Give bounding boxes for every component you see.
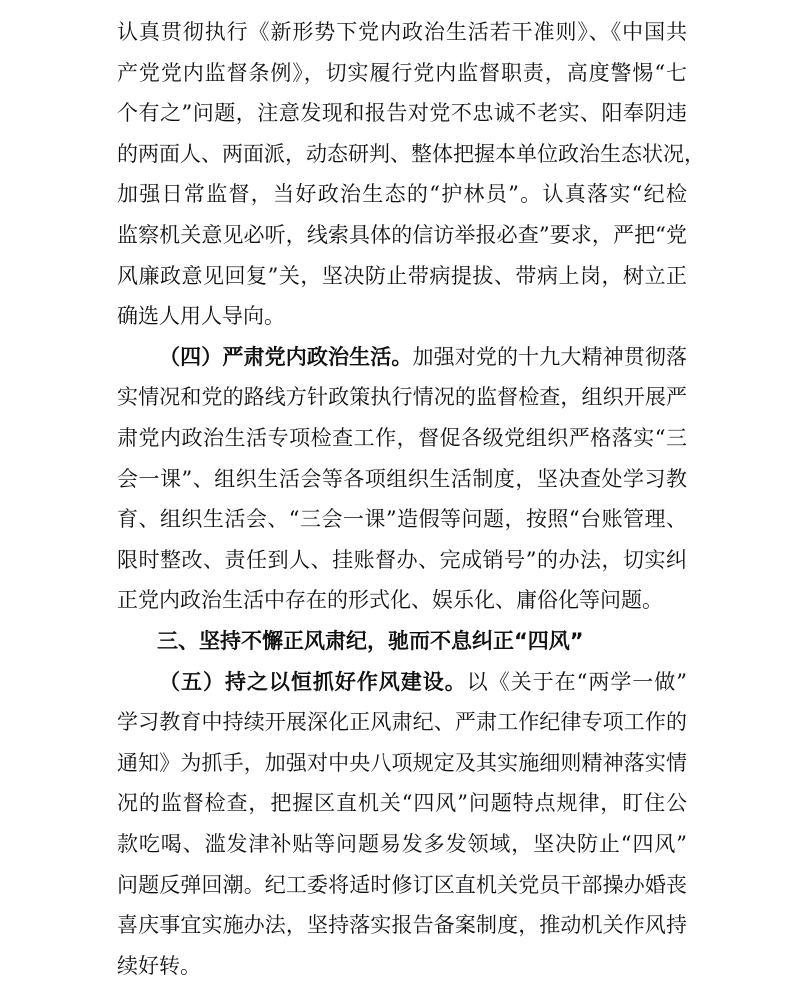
- paragraph-line: 况的监督检查，把握区直机关“四风”问题特点规律，盯住公: [117, 791, 687, 815]
- paragraph-line: 限时整改、责任到人、挂账督办、完成销号”的办法，切实纠: [117, 548, 687, 572]
- paragraph-line: 款吃喝、滥发津补贴等问题易发多发领域，坚决防止“四风”: [117, 832, 687, 856]
- paragraph-line: 续好转。: [117, 954, 201, 978]
- paragraph-line: 正党内政治生活中存在的形式化、娱乐化、庸俗化等问题。: [117, 588, 663, 612]
- section-4-first-line: [159, 338, 687, 376]
- paragraph-line: 会一课”、组织生活会等各项组织生活制度，坚决查处学习教: [117, 467, 687, 491]
- paragraph-line: 育、组织生活会、“三会一课”造假等问题，按照“台账管理、: [117, 507, 687, 531]
- section-4-lead: （四）严肃党内政治生活。: [159, 345, 413, 369]
- paragraph-line: 问题反弹回潮。纪工委将适时修订区直机关党员干部操办婚丧: [117, 873, 687, 897]
- section-5-first-line: [159, 663, 687, 701]
- section-5-first-rest: 以《关于在“两学一做”: [466, 670, 687, 694]
- paragraph-line: 肃党内政治生活专项检查工作，督促各级党组织严格落实“三: [117, 426, 687, 450]
- section-heading: 三、坚持不懈正风肃纪，驰而不息纠正“四风”: [157, 629, 584, 653]
- paragraph-line: 实情况和党的路线方针政策执行情况的监督检查，组织开展严: [117, 385, 687, 409]
- section-5-lead: （五）持之以恒抓好作风建设。: [159, 670, 467, 694]
- paragraph-line: 个有之”问题，注意发现和报告对党不忠诚不老实、阳奉阴违: [117, 101, 687, 125]
- paragraph-line: 产党党内监督条例》，切实履行党内监督职责，高度警惕“七: [117, 61, 687, 85]
- paragraph-line: 通知》为抓手，加强对中央八项规定及其实施细则精神落实情: [117, 751, 687, 775]
- paragraph-line: 确选人用人导向。: [117, 304, 285, 328]
- paragraph-line: 认真贯彻执行《新形势下党内政治生活若干准则》、《中国共: [117, 20, 687, 44]
- paragraph-line: 风廉政意见回复”关，坚决防止带病提拔、带病上岗，树立正: [117, 264, 687, 288]
- paragraph-line: 喜庆事宜实施办法，坚持落实报告备案制度，推动机关作风持: [117, 913, 687, 937]
- paragraph-line: 加强日常监督，当好政治生态的“护林员”。认真落实“纪检: [117, 182, 687, 206]
- paragraph-line: 监察机关意见必听，线索具体的信访举报必查”要求，严把“党: [117, 223, 687, 247]
- paragraph-line: 学习教育中持续开展深化正风肃纪、严肃工作纪律专项工作的: [117, 710, 687, 734]
- section-4-first-rest: 加强对党的十九大精神贯彻落: [412, 345, 687, 369]
- paragraph-line: 的两面人、两面派，动态研判、整体把握本单位政治生态状况，: [117, 142, 705, 166]
